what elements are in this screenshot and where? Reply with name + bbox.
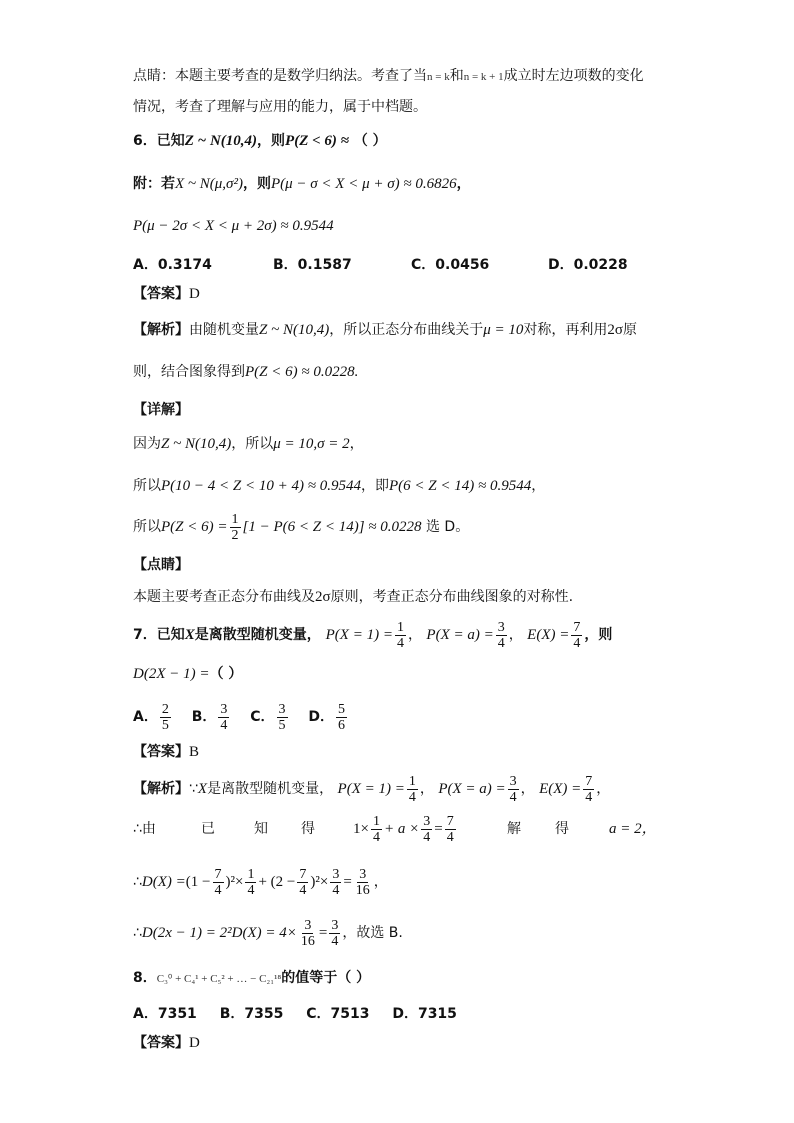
question-7-options [133,700,349,734]
question-6-detail-3: 所以P(Z < 6) = $\frac{1}{2}$ [1 − P(6 < Z < 14)] ≈ 0.0228 选 D。 [133,511,470,543]
fraction: $\frac{3}{4}$ [331,917,339,949]
question-6-analysis-2: 则，结合图象得到P(Z < 6) ≈ 0.0228. [133,364,359,380]
fraction: $\frac{3}{4}$ [220,701,228,733]
fraction: $\frac{3}{4}$ [332,866,340,898]
question-6-detail-1: 因为Z ~ N(10,4)，所以μ = 10,σ = 2， [133,436,364,452]
fraction: $\frac{7}{4}$ [585,773,593,805]
question-6-attachment: 附：若X ~ N(μ,σ²)，则P(μ − σ < X < μ + σ) ≈ 0.6826， [133,176,471,192]
fraction: $\frac{3}{16}$ [300,917,315,949]
option-a: A．7351 [133,1006,197,1022]
fraction: $\frac{2}{5}$ [161,701,169,733]
option-a: A．0.3174 [133,257,212,273]
question-6-attachment-2: P(μ − 2σ < X < μ + 2σ) ≈ 0.9544 [133,218,334,234]
option-b: B．7355 [219,1006,284,1022]
fraction: $\frac{1}{4}$ [247,866,255,898]
fraction: $\frac{5}{6}$ [338,701,346,733]
prev-point-line2: 情况，考查了理解与应用的能力，属于中档题。 [133,99,427,115]
option-d: D．7315 [392,1006,457,1022]
fraction: $\frac{3}{4}$ [423,813,431,845]
question-6-detail-2: 所以P(10 − 4 < Z < 10 + 4) ≈ 0.9544，即P(6 < Z < 14) ≈ 0.9544， [133,478,546,494]
option-c: C．0.0456 [411,257,490,273]
option-b: B． $\frac{3}{4}$ [191,701,228,733]
fraction: $\frac{3}{4}$ [497,619,505,651]
fraction-half: $\frac{1}{2}$ [231,511,239,543]
question-8-stem: 8．C₃⁰ + C₄¹ + C₅² + … − C₂₁¹⁸的值等于（ ） [133,970,371,986]
fraction: $\frac{7}{4}$ [573,619,581,651]
fraction: $\frac{3}{4}$ [509,773,517,805]
option-a: A． $\frac{2}{5}$ [133,701,169,733]
option-d: D． $\frac{5}{6}$ [308,701,346,733]
question-6-stem: 6．已知Z ~ N(10,4)，则P(Z < 6) ≈ （ ） [133,133,387,149]
question-6-point: 本题主要考查正态分布曲线及2σ原则，考查正态分布曲线图象的对称性. [133,589,574,605]
fraction: $\frac{1}{4}$ [372,813,380,845]
question-7-stem-2: D(2X − 1) =（ ） [133,666,243,682]
question-7-analysis-3: ∴D(X) =(1 − $\frac{7}{4}$ )²× $\frac{1}{4}$ + (2 − $\frac{7}{4}$ )²× $\frac{3}{4}$ = $\frac{3}{16}$ ， [133,866,388,898]
fraction: $\frac{3}{16}$ [355,866,370,898]
fraction: $\frac{7}{4}$ [214,866,222,898]
fraction: $\frac{1}{4}$ [396,619,404,651]
equation: 1× $\frac{1}{4}$ + a × $\frac{3}{4}$ = $\frac{7}{4}$ [353,813,454,845]
fraction: $\frac{3}{5}$ [278,701,286,733]
question-7-answer: 【答案】B [133,744,200,760]
option-c: C． $\frac{3}{5}$ [250,701,286,733]
question-7-analysis-1: 【解析】∵X是离散型随机变量， P(X = 1) = $\frac{1}{4}$ ， P(X = a) = $\frac{3}{4}$ ， E(X) = $\frac{7}{4}$ ， [133,773,611,805]
question-8-answer: 【答案】D [133,1035,200,1051]
fraction: $\frac{1}{4}$ [408,773,416,805]
prev-point-line1: 点睛：本题主要考查的是数学归纳法。考查了当n = k和n = k + 1成立时左边项数的变化 [133,68,644,84]
question-6-answer: 【答案】D [133,286,200,302]
fraction: $\frac{7}{4}$ [299,866,307,898]
question-6-analysis-1: 【解析】由随机变量Z ~ N(10,4)，所以正态分布曲线关于μ = 10对称，再利用2σ原 [133,322,637,338]
question-7-analysis-4: ∴D(2x − 1) = 2²D(X) = 4× $\frac{3}{16}$ = $\frac{3}{4}$ ，故选 B. [133,917,403,949]
question-8-options [133,1004,457,1024]
option-c: C．7513 [306,1006,370,1022]
question-6-point-heading: 【点睛】 [133,557,189,573]
option-d: D．0.0228 [548,257,628,273]
question-7-stem: 7．已知X是离散型随机变量， P(X = 1) = $\frac{1}{4}$ ， P(X = a) = $\frac{3}{4}$ ， E(X) = $\frac{7}{4}$ ，则 [133,619,613,651]
fraction: $\frac{7}{4}$ [446,813,454,845]
option-b: B．0.1587 [273,257,352,273]
question-6-detail-heading: 【详解】 [133,402,189,418]
